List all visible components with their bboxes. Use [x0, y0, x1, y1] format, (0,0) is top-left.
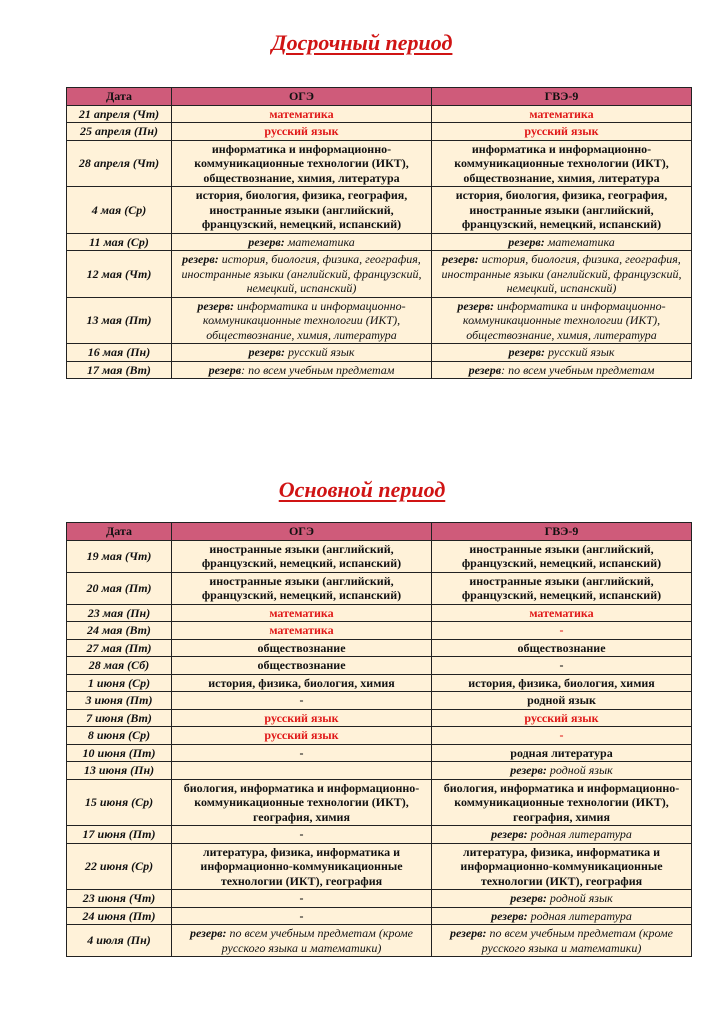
exam-date: 12 мая (Чт): [67, 251, 172, 298]
reserve-label: резерв:: [182, 252, 219, 266]
reserve-label: резерв:: [508, 234, 545, 249]
reserve-label: резерв:: [508, 345, 546, 359]
reserve-label: резерв:: [510, 763, 547, 777]
oge-subject: -: [172, 692, 432, 710]
reserve-subjects: математика: [547, 234, 615, 249]
exam-date: 7 июня (Вт): [67, 709, 172, 727]
table-row: [67, 727, 692, 745]
reserve-label: резерв:: [491, 908, 528, 923]
oge-subject: [172, 361, 432, 379]
early-period-table: [66, 87, 692, 379]
table-row: [67, 187, 692, 234]
gve-subject: родной язык: [432, 692, 692, 710]
reserve-label: резерв:: [442, 252, 479, 266]
gve-subject: иностранные языки (английский, французский, немецкий, испанский): [432, 572, 692, 604]
reserve-label: резерв:: [457, 298, 494, 313]
table-row: [67, 779, 692, 826]
gve-subject: иностранные языки (английский, французский, немецкий, испанский): [432, 540, 692, 572]
gve-subject: биология, информатика и информационно-коммуникационные технологии (ИКТ), география, химия: [432, 779, 692, 826]
table-row: [67, 709, 692, 727]
gve-subject: [432, 762, 692, 780]
early-period-title: Досрочный период: [271, 30, 453, 55]
oge-subject: -: [172, 890, 432, 908]
table-row: [67, 744, 692, 762]
reserve-label: резерв:: [491, 827, 528, 841]
exam-date: 3 июня (Пт): [67, 692, 172, 710]
table-row: [67, 622, 692, 640]
gve-subject: [432, 251, 692, 298]
gve-subject: русский язык: [432, 709, 692, 727]
table-row: [67, 233, 692, 251]
table-row: [67, 890, 692, 908]
table-header-row: [67, 523, 692, 541]
gve-subject: [432, 925, 692, 957]
table-row: [67, 907, 692, 925]
oge-subject: [172, 251, 432, 298]
gve-subject: история, физика, биология, химия: [432, 674, 692, 692]
exam-date: 20 мая (Пт): [67, 572, 172, 604]
oge-subject: [172, 925, 432, 957]
table-row: [67, 826, 692, 844]
oge-subject: математика: [172, 604, 432, 622]
oge-subject: история, физика, биология, химия: [172, 674, 432, 692]
oge-subject: -: [172, 826, 432, 844]
reserve-subjects: информатика и информационно-коммуникационные технологии (ИКТ), обществознание, химия, литература: [462, 298, 666, 342]
table-row: [67, 105, 692, 123]
gve-subject: -: [432, 657, 692, 675]
reserve-subjects: : по всем учебным предметам: [501, 362, 655, 377]
header-date: Дата: [67, 88, 172, 106]
table-row: [67, 692, 692, 710]
exam-date: 23 мая (Пн): [67, 604, 172, 622]
gve-subject: математика: [432, 105, 692, 123]
gve-subject: информатика и информационно-коммуникационные технологии (ИКТ), обществознание, химия, литература: [432, 140, 692, 187]
exam-date: 13 июня (Пн): [67, 762, 172, 780]
main-period-table: [66, 522, 692, 957]
table-row: [67, 674, 692, 692]
exam-date: 17 мая (Вт): [67, 361, 172, 379]
exam-date: 4 мая (Ср): [67, 187, 172, 234]
table-row: [67, 657, 692, 675]
gve-subject: -: [432, 622, 692, 640]
gve-subject: обществознание: [432, 639, 692, 657]
table-row: [67, 251, 692, 298]
reserve-subjects: родной язык: [549, 891, 613, 905]
exam-date: 15 июня (Ср): [67, 779, 172, 826]
exam-date: 17 июня (Пт): [67, 826, 172, 844]
table-row: [67, 572, 692, 604]
oge-subject: русский язык: [172, 709, 432, 727]
table-row: [67, 344, 692, 362]
gve-subject: [432, 890, 692, 908]
reserve-subjects: родная литература: [530, 827, 632, 841]
oge-subject: иностранные языки (английский, французский, немецкий, испанский): [172, 572, 432, 604]
reserve-subjects: русский язык: [288, 345, 355, 359]
table-header-row: [67, 88, 692, 106]
exam-date: 22 июня (Ср): [67, 843, 172, 890]
oge-subject: -: [172, 744, 432, 762]
gve-subject: история, биология, физика, география, иностранные языки (английский, французский, немецкий, испанский): [432, 187, 692, 234]
table-row: [67, 604, 692, 622]
exam-date: 23 июня (Чт): [67, 890, 172, 908]
oge-subject: математика: [172, 622, 432, 640]
exam-date: 21 апреля (Чт): [67, 105, 172, 123]
reserve-label: резерв:: [248, 345, 286, 359]
gve-subject: родная литература: [432, 744, 692, 762]
reserve-subjects: русский язык: [548, 345, 615, 359]
oge-subject: обществознание: [172, 639, 432, 657]
exam-date: 24 мая (Вт): [67, 622, 172, 640]
oge-subject: [172, 344, 432, 362]
reserve-label: резерв: [208, 362, 242, 377]
oge-subject: [172, 233, 432, 251]
oge-subject: -: [172, 907, 432, 925]
exam-date: 1 июня (Ср): [67, 674, 172, 692]
oge-subject: русский язык: [172, 727, 432, 745]
oge-subject: литература, физика, информатика и информационно-коммуникационные технологии (ИКТ), география: [172, 843, 432, 890]
oge-subject: информатика и информационно-коммуникационные технологии (ИКТ), обществознание, химия, литература: [172, 140, 432, 187]
reserve-subjects: родной язык: [549, 763, 613, 777]
reserve-label: резерв:: [190, 926, 227, 940]
reserve-label: резерв:: [248, 234, 285, 249]
reserve-subjects: история, биология, физика, география, иностранные языки (английский, французский, немецкий, испанский): [441, 252, 682, 295]
table-row: [67, 925, 692, 957]
reserve-label: резерв:: [197, 298, 234, 313]
header-oge: ОГЭ: [172, 523, 432, 541]
reserve-subjects: математика: [287, 234, 355, 249]
reserve-subjects: по всем учебным предметам (кроме русского языка и математики): [221, 926, 413, 955]
main-period-title: Основной период: [278, 477, 446, 502]
table-row: [67, 361, 692, 379]
exam-date: 8 июня (Ср): [67, 727, 172, 745]
exam-date: 13 мая (Пт): [67, 297, 172, 344]
table-row: [67, 123, 692, 141]
reserve-subjects: история, биология, физика, география, иностранные языки (английский, французский, немецкий, испанский): [181, 252, 422, 295]
exam-date: 16 мая (Пн): [67, 344, 172, 362]
header-gve: ГВЭ-9: [432, 88, 692, 106]
gve-subject: -: [432, 727, 692, 745]
gve-subject: [432, 826, 692, 844]
header-date: Дата: [67, 523, 172, 541]
oge-subject: иностранные языки (английский, французский, немецкий, испанский): [172, 540, 432, 572]
exam-date: 28 апреля (Чт): [67, 140, 172, 187]
header-oge: ОГЭ: [172, 88, 432, 106]
gve-subject: литература, физика, информатика и информационно-коммуникационные технологии (ИКТ), география: [432, 843, 692, 890]
gve-subject: русский язык: [432, 123, 692, 141]
oge-subject: [172, 297, 432, 344]
table-row: [67, 140, 692, 187]
reserve-subjects: родная литература: [530, 908, 632, 923]
reserve-subjects: : по всем учебным предметам: [241, 362, 395, 377]
table-row: [67, 540, 692, 572]
header-gve: ГВЭ-9: [432, 523, 692, 541]
oge-subject: математика: [172, 105, 432, 123]
table-row: [67, 843, 692, 890]
exam-date: 10 июня (Пт): [67, 744, 172, 762]
exam-date: 11 мая (Ср): [67, 233, 172, 251]
table-row: [67, 297, 692, 344]
oge-subject: обществознание: [172, 657, 432, 675]
reserve-label: резерв: [468, 362, 502, 377]
reserve-label: резерв:: [510, 891, 547, 905]
oge-subject: история, биология, физика, география, иностранные языки (английский, французский, немецкий, испанский): [172, 187, 432, 234]
exam-date: 25 апреля (Пн): [67, 123, 172, 141]
exam-date: 24 июня (Пт): [67, 907, 172, 925]
table-row: [67, 762, 692, 780]
exam-date: 28 мая (Сб): [67, 657, 172, 675]
oge-subject: [172, 762, 432, 780]
oge-subject: биология, информатика и информационно-коммуникационные технологии (ИКТ), география, химия: [172, 779, 432, 826]
exam-date: 4 июля (Пн): [67, 925, 172, 957]
oge-subject: русский язык: [172, 123, 432, 141]
gve-subject: [432, 907, 692, 925]
gve-subject: математика: [432, 604, 692, 622]
exam-date: 19 мая (Чт): [67, 540, 172, 572]
gve-subject: [432, 361, 692, 379]
gve-subject: [432, 233, 692, 251]
gve-subject: [432, 344, 692, 362]
reserve-subjects: информатика и информационно-коммуникационные технологии (ИКТ), обществознание, химия, литература: [202, 298, 406, 342]
gve-subject: [432, 297, 692, 344]
table-row: [67, 639, 692, 657]
reserve-subjects: по всем учебным предметам (кроме русского языка и математики): [481, 926, 673, 955]
reserve-label: резерв:: [450, 926, 487, 940]
exam-date: 27 мая (Пт): [67, 639, 172, 657]
